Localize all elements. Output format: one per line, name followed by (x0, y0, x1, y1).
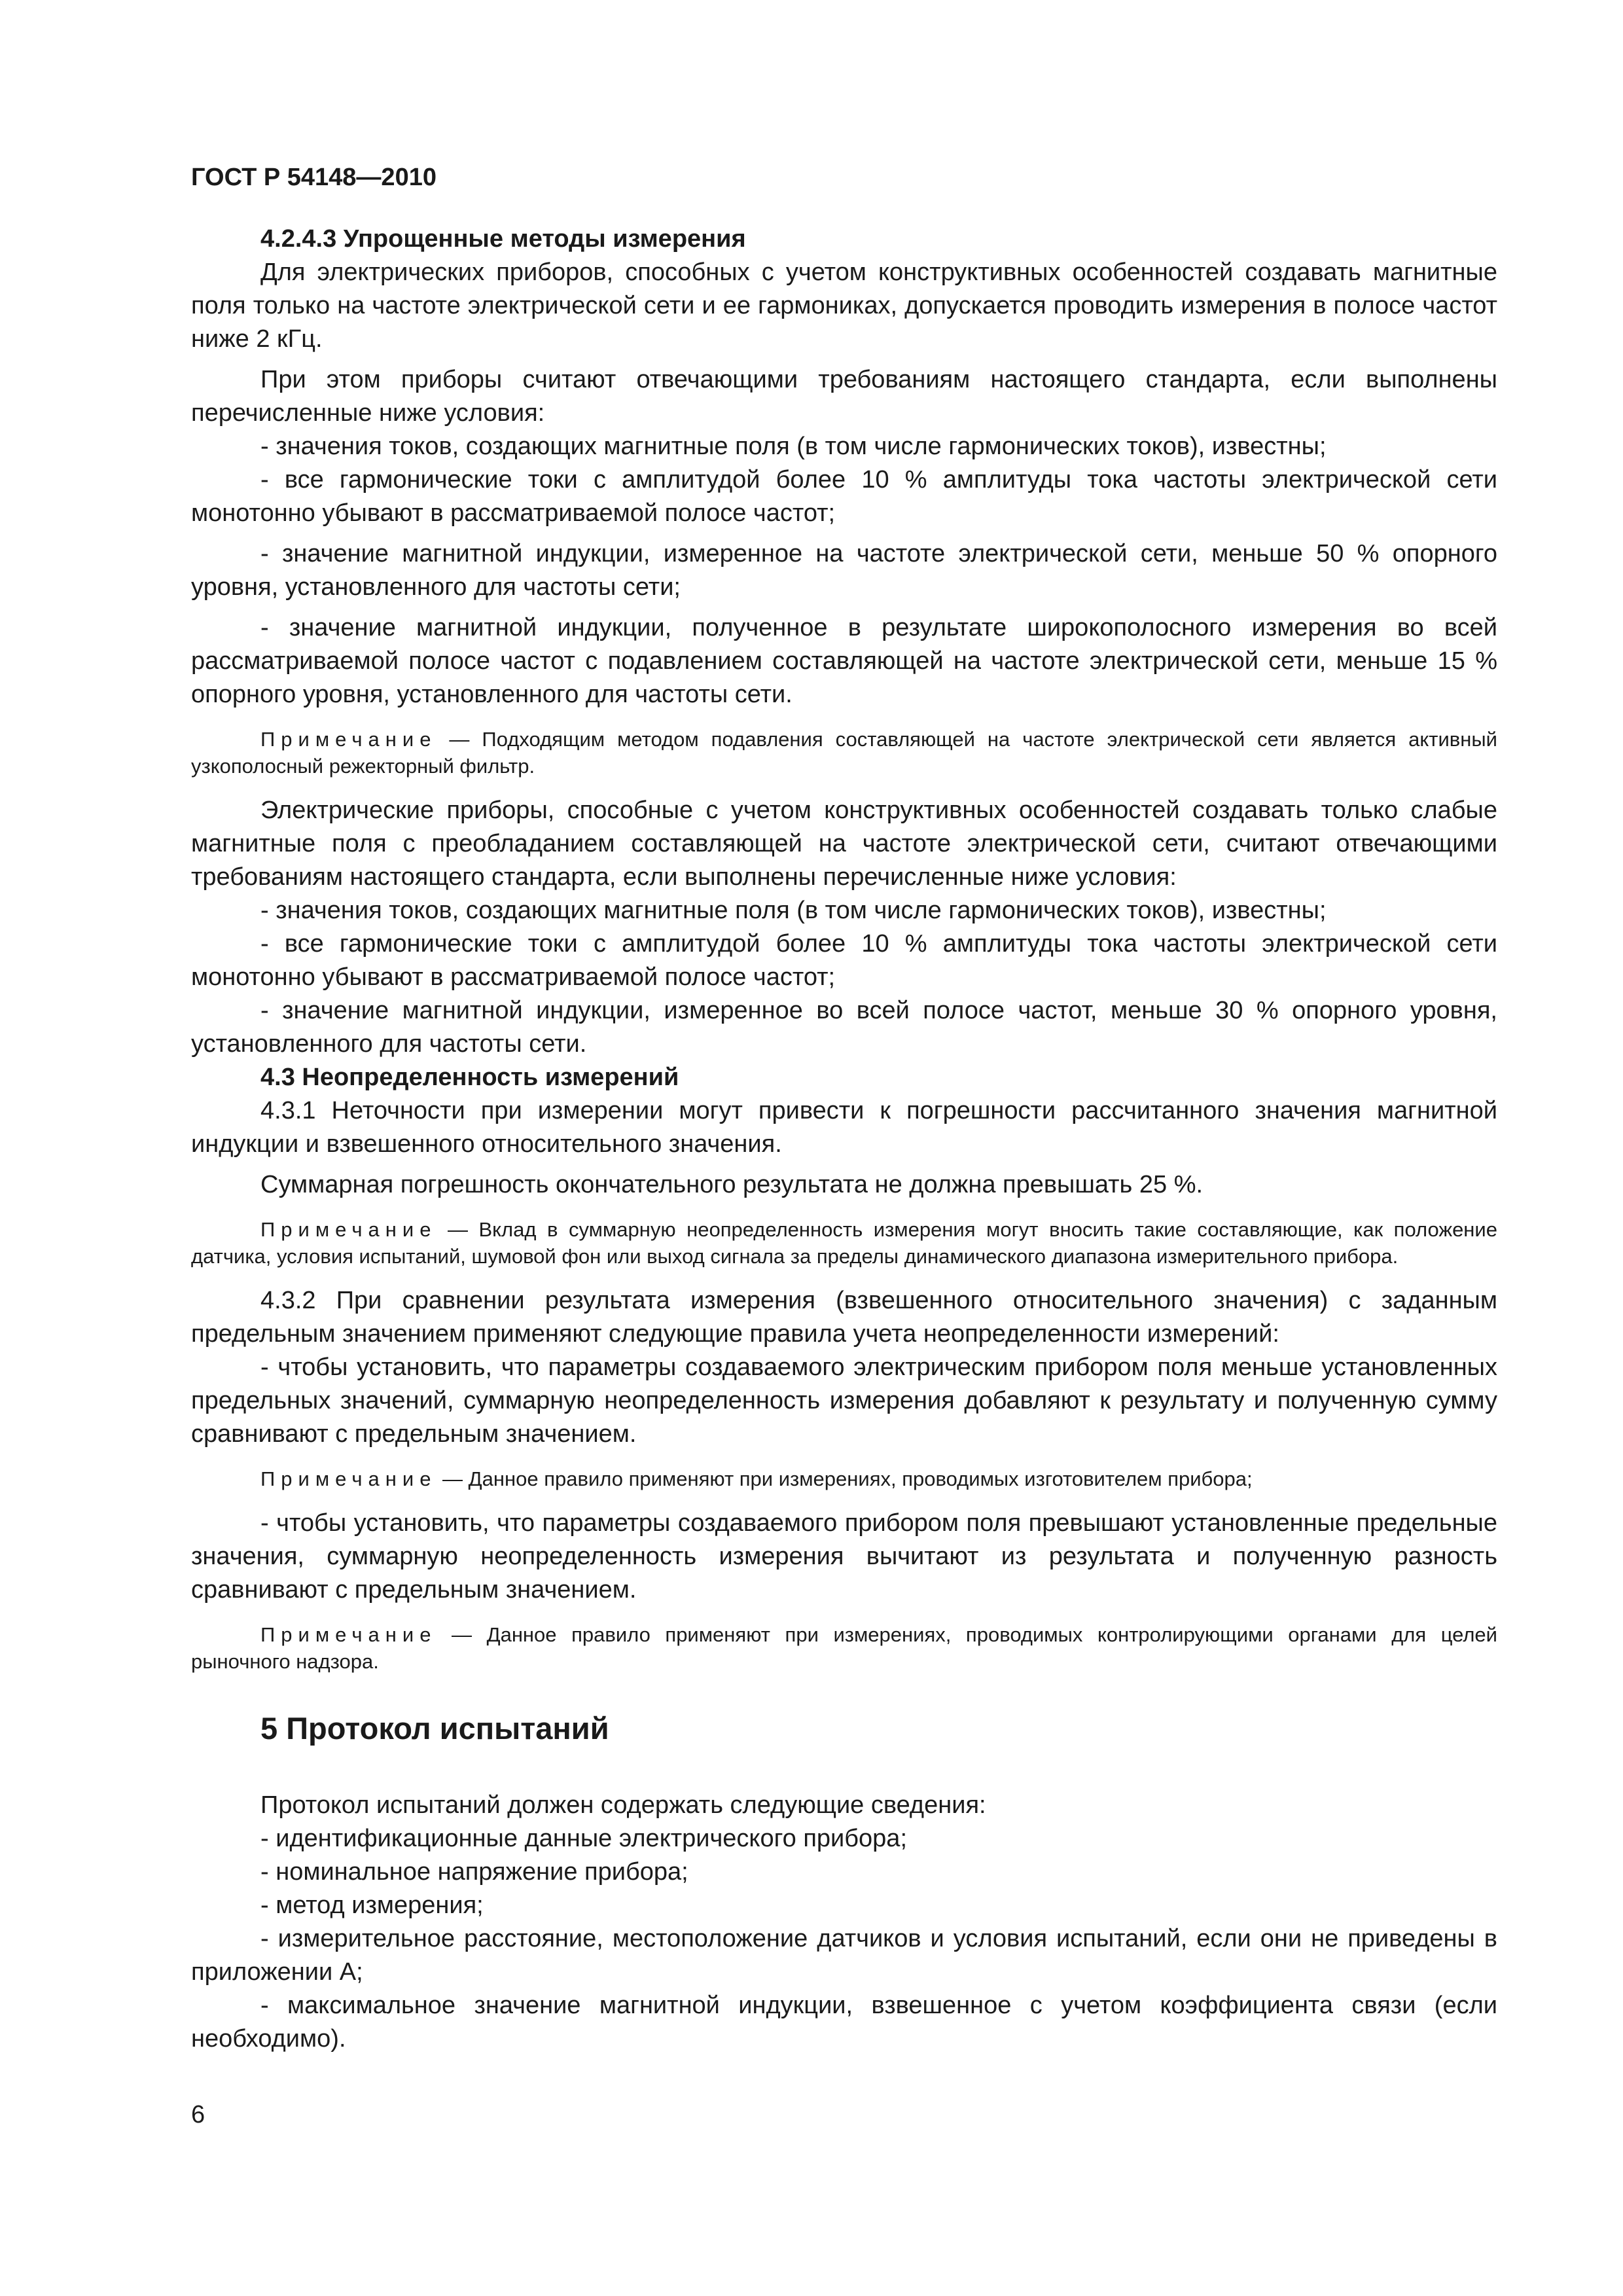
paragraph: Суммарная погрешность окончательного результата не должна превышать 25 %. (260, 1171, 1204, 1198)
paragraph: При этом приборы считают отвечающими требованиям настоящего стандарта, если выполнены перечисленные ниже условия: (191, 366, 1497, 427)
paragraph: Электрические приборы, способные с учетом конструктивных особенностей создавать только слабые магнитные поля с преобладанием составляющей на частоте электрической сети, считают отвечающими требованиям настоящего стандарта, если выполнены перечисленные ниже условия: (191, 797, 1497, 891)
section-heading-5: 5 Протокол испытаний (260, 1711, 609, 1746)
list-item: - максимальное значение магнитной индукции, взвешенное с учетом коэффициента связи (если необходимо). (191, 1992, 1497, 2053)
document-body (191, 223, 1497, 2056)
list-item: - значение магнитной индукции, измеренное во всей полосе частот, меньше 30 % опорного уровня, установленного для частоты сети. (191, 997, 1497, 1058)
list-item: - значения токов, создающих магнитные поля (в том числе гармонических токов), известны; (260, 433, 1327, 460)
paragraph: Протокол испытаний должен содержать следующие сведения: (260, 1791, 986, 1819)
subsection-heading-4-3: 4.3 Неопределенность измерений (260, 1064, 679, 1091)
note-label: Примечание (260, 728, 437, 751)
list-item: - чтобы установить, что параметры создаваемого прибором поля превышают установленные предельные значения, суммарную неопределенность измерения вычитают из результата и полученную разность сравнивают с предельным значением. (191, 1509, 1497, 1604)
note-text: — Данное правило применяют при измерениях, проводимых контролирующими органами для целей рыночного надзора. (191, 1623, 1497, 1673)
note (191, 1216, 1497, 1270)
paragraph: Для электрических приборов, способных с учетом конструктивных особенностей создавать магнитные поля только на частоте электрической сети и ее гармониках, допускается проводить измерения в полосе частот ниже 2 кГц. (191, 259, 1497, 353)
note-text: — Данное правило применяют при измерениях, проводимых изготовителем прибора; (437, 1467, 1253, 1490)
subsection-heading-4-2-4-3: 4.2.4.3 Упрощенные методы измерения (260, 225, 746, 253)
list-item: - номинальное напряжение прибора; (260, 1858, 688, 1886)
list-item: - идентификационные данные электрического прибора; (260, 1825, 907, 1852)
standard-header: ГОСТ Р 54148—2010 (191, 164, 437, 191)
list-item: - все гармонические токи с амплитудой более 10 % амплитуды тока частоты электрической сети монотонно убывают в рассматриваемой полосе частот; (191, 466, 1497, 527)
paragraph: 4.3.2 При сравнении результата измерения (взвешенного относительного значения) с заданным предельным значением применяют следующие правила учета неопределенности измерений: (191, 1287, 1497, 1348)
note-label: Примечание (260, 1623, 437, 1646)
note (191, 1621, 1497, 1675)
note (191, 1465, 1497, 1492)
list-item: - значение магнитной индукции, измеренное на частоте электрической сети, меньше 50 % опорного уровня, установленного для частоты сети; (191, 540, 1497, 601)
list-item: - чтобы установить, что параметры создаваемого электрическим прибором поля меньше установленных предельных значений, суммарную неопределенность измерения добавляют к результату и полученную сумму сравнивают с предельным значением. (191, 1354, 1497, 1448)
list-item: - измерительное расстояние, местоположение датчиков и условия испытаний, если они не приведены в приложении А; (191, 1925, 1497, 1986)
list-item: - значения токов, создающих магнитные поля (в том числе гармонических токов), известны; (260, 897, 1327, 924)
note-text: — Вклад в суммарную неопределенность измерения могут вносить такие составляющие, как положение датчика, условия испытаний, шумовой фон или выход сигнала за пределы динамического диапазона измерительного прибора. (191, 1218, 1497, 1268)
paragraph: 4.3.1 Неточности при измерении могут привести к погрешности рассчитанного значения магнитной индукции и взвешенного относительного значения. (191, 1097, 1497, 1158)
list-item: - все гармонические токи с амплитудой более 10 % амплитуды тока частоты электрической сети монотонно убывают в рассматриваемой полосе частот; (191, 930, 1497, 991)
note-label: Примечание (260, 1218, 437, 1241)
note (191, 726, 1497, 780)
list-item: - значение магнитной индукции, полученное в результате широкополосного измерения во всей рассматриваемой полосе частот с подавлением составляющей на частоте электрической сети, меньше 15 % опорного уровня, установленного для частоты сети. (191, 614, 1497, 708)
page-number: 6 (191, 2101, 205, 2128)
note-label: Примечание (260, 1467, 437, 1490)
note-text: — Подходящим методом подавления составляющей на частоте электрической сети является активный узкополосный режекторный фильтр. (191, 728, 1497, 778)
list-item: - метод измерения; (260, 1892, 484, 1919)
